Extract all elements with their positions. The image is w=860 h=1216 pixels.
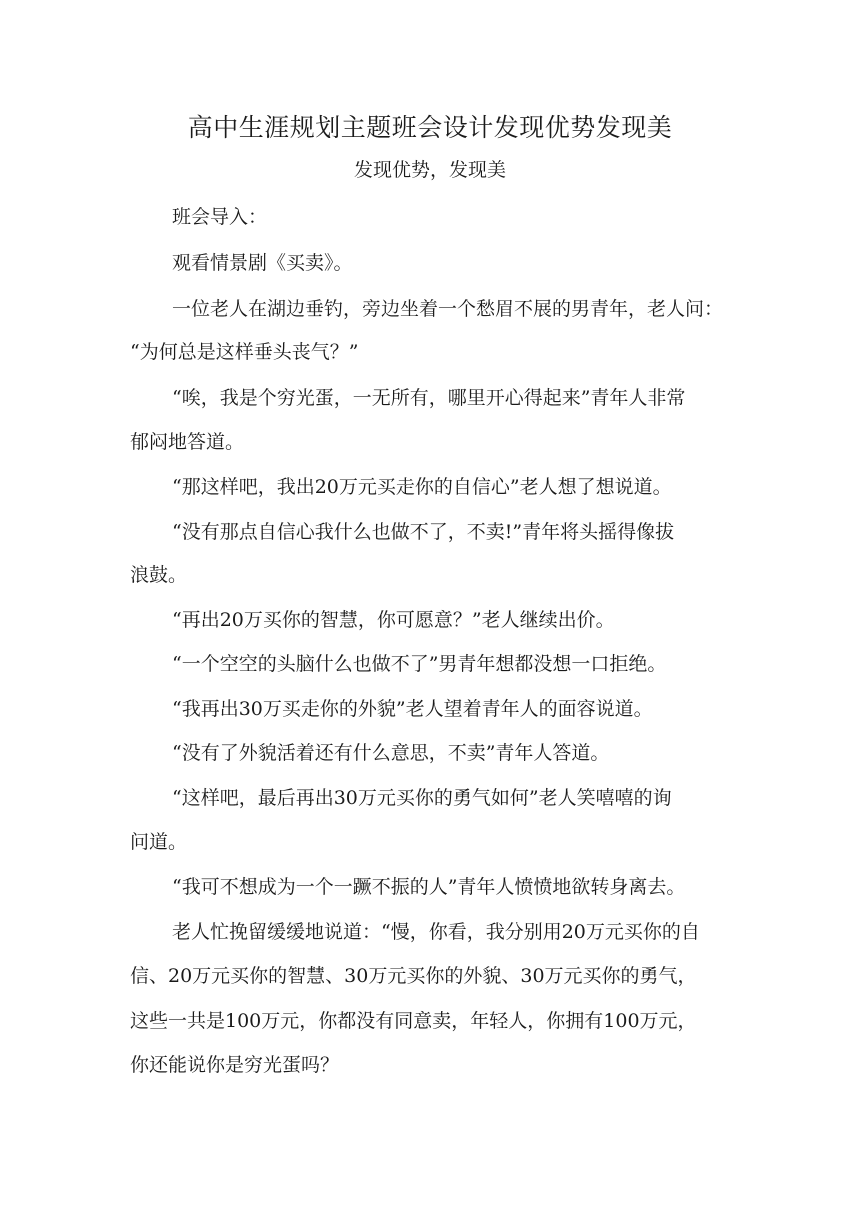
paragraph-line: 班会导入： [172, 206, 268, 228]
text-line [0, 954, 860, 998]
document-subtitle: 发现优势，发现美 [353, 159, 506, 181]
paragraph-line: “为何总是这样垂头丧气？” [130, 341, 359, 363]
paragraph-line: “没有了外貌活着还有什么意思，不卖”青年人答道。 [172, 742, 610, 764]
text-line [0, 287, 860, 331]
text-line [0, 420, 860, 464]
text-line [0, 776, 860, 820]
text-line [0, 820, 860, 864]
paragraph-line: 这些一共是100万元，你都没有同意卖，年轻人，你拥有100万元， [130, 1010, 697, 1032]
text-line [0, 553, 860, 597]
text-line [0, 1043, 860, 1087]
document-title: 高中生涯规划主题班会设计发现优势发现美 [187, 113, 673, 142]
text-line [0, 510, 860, 554]
paragraph-line: “一个空空的头脑什么也做不了”男青年想都没想一口拒绝。 [172, 653, 667, 675]
text-line [0, 999, 860, 1043]
text-line [0, 195, 860, 239]
text-line [0, 598, 860, 642]
text-line [0, 687, 860, 731]
paragraph-line: “这样吧，最后再出30万元买你的勇气如何”老人笑嘻嘻的询 [172, 787, 672, 809]
paragraph-line: 浪鼓。 [130, 564, 188, 586]
text-line [0, 865, 860, 909]
paragraph-line: “再出20万买你的智慧，你可愿意？”老人继续出价。 [172, 609, 615, 631]
paragraph-line: “我再出30万买走你的外貌”老人望着青年人的面容说道。 [172, 698, 653, 720]
paragraph-line: 你还能说你是穷光蛋吗？ [130, 1054, 340, 1076]
text-line [0, 910, 860, 954]
text-line [0, 330, 860, 374]
text-line [0, 241, 860, 285]
paragraph-line: “那这样吧，我出20万元买走你的自信心”老人想了想说道。 [172, 476, 672, 498]
paragraph-line: “唉，我是个穷光蛋，一无所有，哪里开心得起来”青年人非常 [172, 387, 686, 409]
text-line [0, 731, 860, 775]
paragraph-line: “没有那点自信心我什么也做不了，不卖!”青年将头摇得像拔 [172, 521, 675, 543]
paragraph-line: “我可不想成为一个一蹶不振的人”青年人愤愤地欲转身离去。 [172, 876, 686, 898]
paragraph-line: 老人忙挽留缓缓地说道：“慢，你看，我分别用20万元买你的自 [172, 921, 700, 943]
text-line [0, 376, 860, 420]
text-line [0, 465, 860, 509]
paragraph-line: 观看情景剧《买卖》。 [172, 252, 353, 274]
text-line [0, 642, 860, 686]
paragraph-line: 郁闷地答道。 [130, 431, 245, 453]
paragraph-line: 问道。 [130, 831, 188, 853]
paragraph-line: 信、20万元买你的智慧、30万元买你的外貌、30万元买你的勇气， [130, 965, 697, 987]
paragraph-line: 一位老人在湖边垂钓，旁边坐着一个愁眉不展的男青年，老人问： [172, 298, 724, 320]
